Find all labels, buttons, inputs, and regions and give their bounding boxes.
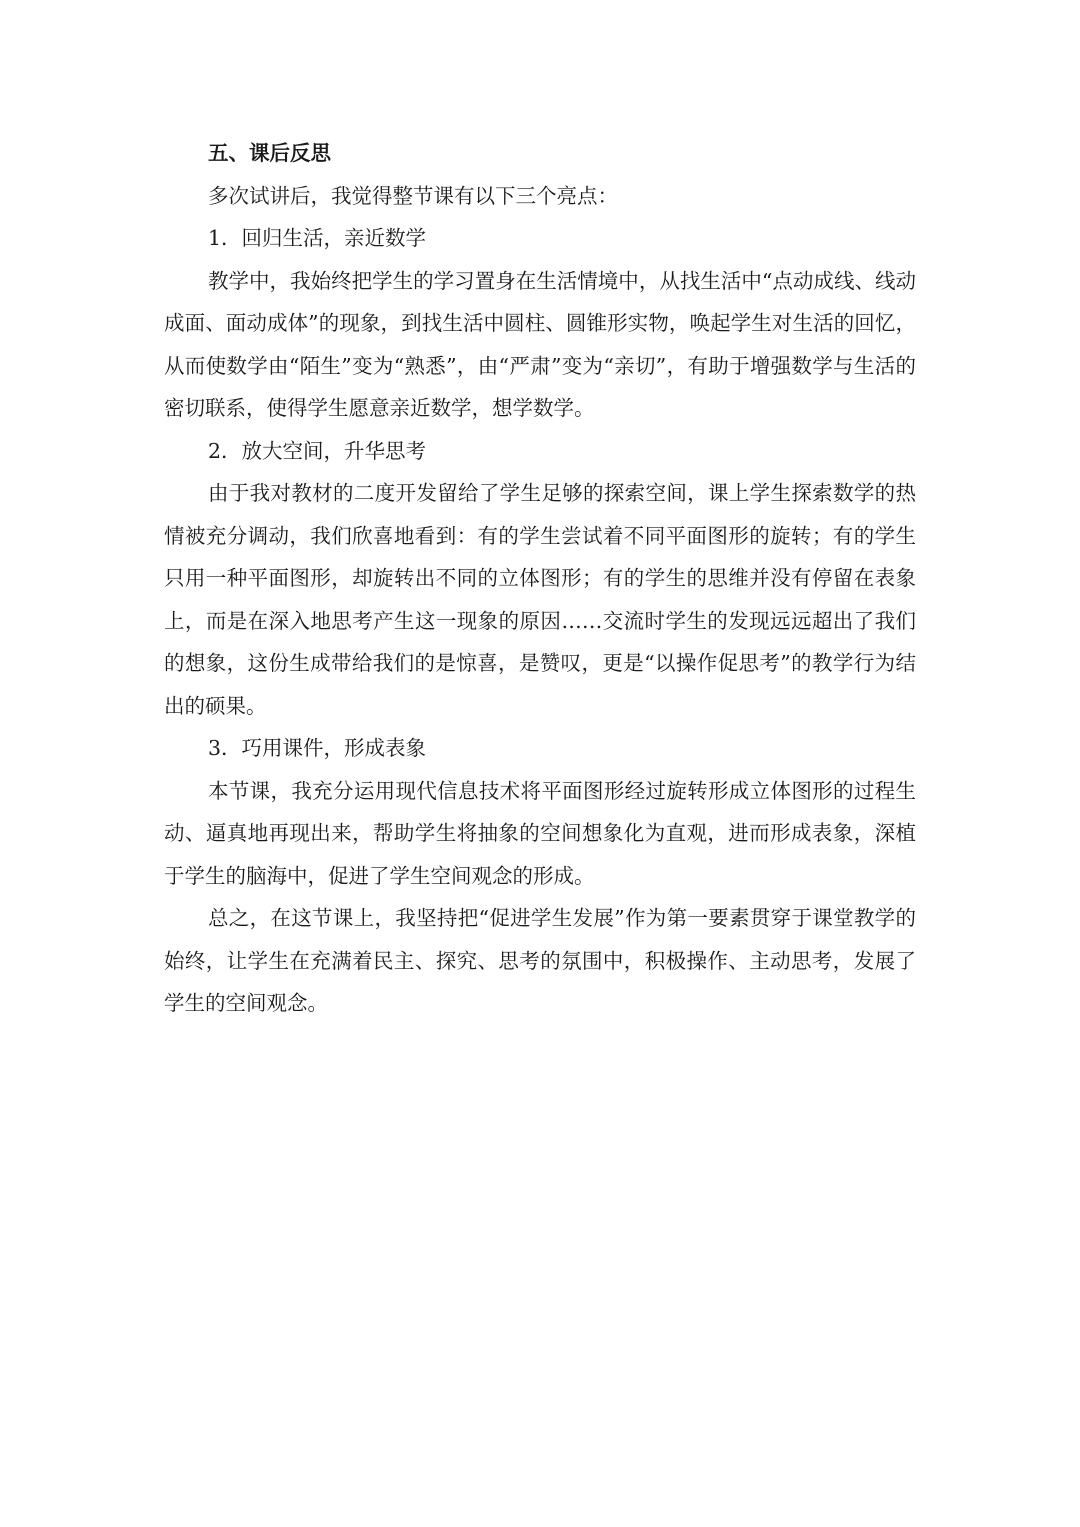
section-heading: 五、课后反思 bbox=[208, 141, 331, 165]
point-3-title: 3．巧用课件，形成表象 bbox=[208, 736, 427, 760]
document-body bbox=[164, 132, 916, 1025]
point-2-body: 由于我对教材的二度开发留给了学生足够的探索空间，课上学生探索数学的热情被充分调动，我们欣喜地看到：有的学生尝试着不同平面图形的旋转；有的学生只用一种平面图形，却旋转出不同的立体图形；有的学生的思维并没有停留在表象上，而是在深入地思考产生这一现象的原因……交流时学生的发现远远超出了我们的想象，这份生成带给我们的是惊喜，是赞叹，更是“以操作促思考”的教学行为结出的硕果。 bbox=[164, 481, 916, 718]
point-1-body: 教学中，我始终把学生的学习置身在生活情境中，从找生活中“点动成线、线动成面、面动成体”的现象，到找生活中圆柱、圆锥形实物，唤起学生对生活的回忆，从而使数学由“陌生”变为“熟悉”，由“严肃”变为“亲切”，有助于增强数学与生活的密切联系，使得学生愿意亲近数学，想学数学。 bbox=[164, 268, 916, 420]
point-1-title: 1．回归生活，亲近数学 bbox=[208, 226, 427, 250]
point-3-body: 本节课，我充分运用现代信息技术将平面图形经过旋转形成立体图形的过程生动、逼真地再现出来，帮助学生将抽象的空间想象化为直观，进而形成表象，深植于学生的脑海中，促进了学生空间观念的形成。 bbox=[164, 778, 916, 888]
point-2-title: 2．放大空间，升华思考 bbox=[208, 438, 427, 463]
section-intro: 多次试讲后，我觉得整节课有以下三个亮点： bbox=[208, 183, 618, 208]
conclusion-paragraph: 总之，在这节课上，我坚持把“促进学生发展”作为第一要素贯穿于课堂教学的始终，让学生在充满着民主、探究、思考的氛围中，积极操作、主动思考，发展了学生的空间观念。 bbox=[164, 906, 916, 1015]
